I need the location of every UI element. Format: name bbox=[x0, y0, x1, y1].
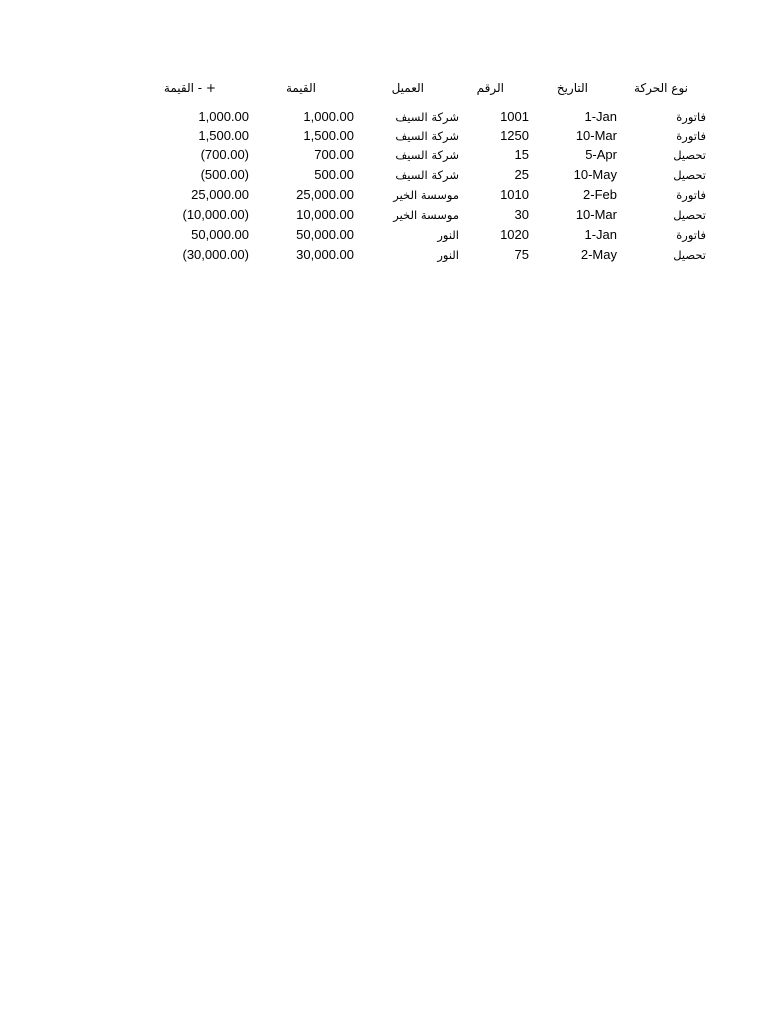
client-cell: شركة السيف bbox=[395, 168, 459, 182]
transaction-type-cell: تحصيل bbox=[673, 208, 706, 222]
table-row bbox=[0, 225, 768, 245]
client-cell: موسسة الخير bbox=[393, 208, 459, 222]
table-row bbox=[0, 185, 768, 205]
table-row bbox=[0, 165, 768, 185]
number-cell: 75 bbox=[514, 247, 529, 262]
number-cell: 25 bbox=[514, 167, 529, 182]
header-value: القيمة bbox=[285, 81, 316, 95]
signed-value-cell: (500.00) bbox=[200, 167, 249, 182]
number-cell: 1010 bbox=[500, 187, 529, 202]
client-cell: شركة السيف bbox=[395, 129, 459, 143]
value-cell: 50,000.00 bbox=[296, 227, 354, 242]
number-cell: 15 bbox=[514, 147, 529, 162]
date-cell: 2-May bbox=[580, 247, 617, 262]
value-cell: 700.00 bbox=[314, 147, 354, 162]
number-cell: 30 bbox=[514, 207, 529, 222]
transaction-type-cell: تحصيل bbox=[673, 168, 706, 182]
signed-value-cell: (700.00) bbox=[200, 147, 249, 162]
transaction-type-cell: فاتورة bbox=[676, 110, 706, 124]
signed-value-cell: 1,500.00 bbox=[198, 128, 249, 143]
number-cell: 1020 bbox=[500, 227, 529, 242]
header-date: التاريخ bbox=[556, 81, 588, 95]
date-cell: 10-Mar bbox=[575, 128, 617, 143]
transaction-type-cell: تحصيل bbox=[673, 148, 706, 162]
client-cell: موسسة الخير bbox=[393, 188, 459, 202]
value-cell: 1,000.00 bbox=[303, 109, 354, 124]
header-transaction-type: نوع الحركة bbox=[633, 81, 688, 95]
value-cell: 1,500.00 bbox=[303, 128, 354, 143]
signed-value-cell: 50,000.00 bbox=[191, 227, 249, 242]
client-cell: شركة السيف bbox=[395, 148, 459, 162]
header-signed-value: + - القيمة bbox=[163, 81, 216, 95]
client-cell: النور bbox=[437, 228, 459, 242]
table-row bbox=[0, 145, 768, 165]
transaction-type-cell: فاتورة bbox=[676, 129, 706, 143]
client-cell: شركة السيف bbox=[395, 110, 459, 124]
date-cell: 10-Mar bbox=[575, 207, 617, 222]
value-cell: 30,000.00 bbox=[296, 247, 354, 262]
value-cell: 10,000.00 bbox=[296, 207, 354, 222]
transaction-type-cell: تحصيل bbox=[673, 248, 706, 262]
date-cell: 5-Apr bbox=[585, 147, 617, 162]
signed-value-cell: (30,000.00) bbox=[182, 247, 249, 262]
value-cell: 25,000.00 bbox=[296, 187, 354, 202]
transaction-type-cell: فاتورة bbox=[676, 188, 706, 202]
signed-value-cell: 25,000.00 bbox=[191, 187, 249, 202]
table-row bbox=[0, 205, 768, 225]
date-cell: 2-Feb bbox=[583, 187, 617, 202]
date-cell: 1-Jan bbox=[584, 227, 617, 242]
signed-value-cell: 1,000.00 bbox=[198, 109, 249, 124]
number-cell: 1250 bbox=[500, 128, 529, 143]
table-row bbox=[0, 107, 768, 127]
table-row bbox=[0, 126, 768, 146]
date-cell: 1-Jan bbox=[584, 109, 617, 124]
header-number: الرقم bbox=[476, 81, 504, 95]
date-cell: 10-May bbox=[573, 167, 617, 182]
header-client: العميل bbox=[391, 81, 424, 95]
signed-value-cell: (10,000.00) bbox=[182, 207, 249, 222]
transaction-type-cell: فاتورة bbox=[676, 228, 706, 242]
table-row bbox=[0, 245, 768, 265]
number-cell: 1001 bbox=[500, 109, 529, 124]
value-cell: 500.00 bbox=[314, 167, 354, 182]
header-row bbox=[0, 78, 768, 98]
client-cell: النور bbox=[437, 248, 459, 262]
